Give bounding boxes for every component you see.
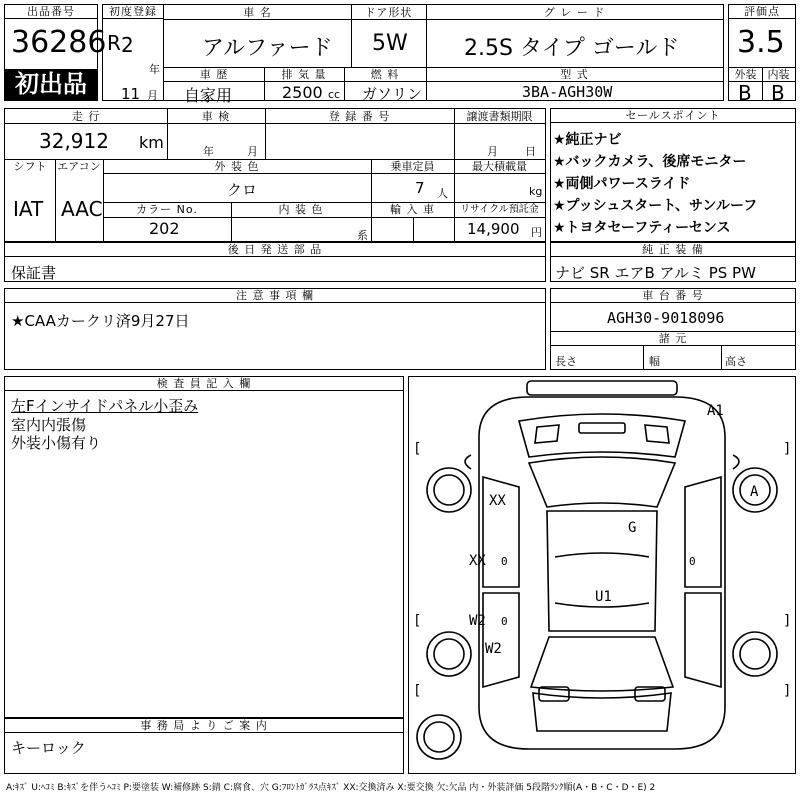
displacement-label: 排 気 量 (281, 68, 327, 81)
exterior-label: 外装 (734, 68, 757, 81)
sales-point-3: ★両側パワースライド (553, 176, 691, 192)
grade: 2.5S タイプ ゴールド (464, 36, 680, 61)
car-diagram-svg (409, 377, 795, 773)
mark-w2-2: W2 (485, 641, 502, 657)
score-box (728, 4, 796, 105)
month-unit: 月 (147, 89, 158, 102)
interior-color-label: 内 装 色 (278, 203, 324, 216)
car-name: アルファード (202, 36, 333, 61)
notes-label: 注 意 事 項 欄 (5, 289, 545, 303)
sales-point-4: ★プッシュスタート、サンルーフ (553, 198, 758, 214)
color-number-label: カラー No. (136, 203, 198, 216)
car-name-label: 車 名 (243, 6, 272, 19)
interior-label: 内装 (767, 68, 790, 81)
after-parts (4, 242, 546, 282)
ac-label: エアコン (57, 160, 101, 173)
chassis-box (550, 288, 796, 370)
sales-points-label: セールスポイント (551, 109, 795, 123)
bracket-left-3: [ (413, 683, 422, 699)
seats: 7 (415, 179, 425, 197)
mark-zero-3: 0 (501, 615, 508, 628)
lot-number: 36286 (11, 25, 107, 60)
era: R (107, 31, 121, 55)
mark-zero-2: 0 (689, 555, 696, 568)
ac: AAC (61, 197, 103, 221)
shift-label: シフト (13, 160, 47, 173)
lot-box (4, 4, 107, 101)
mark-xx-2: XX (469, 553, 486, 569)
year-unit: 年 (149, 63, 160, 76)
inspector-label: 検 査 員 記 入 欄 (5, 377, 403, 391)
first-listing-badge: 初出品 (5, 69, 97, 100)
legend-text: A:ｷｽﾞ U:ﾍｺﾐ B:ｷｽﾞを伴うﾍｺﾐ P:要塗装 W:補修跡 S:錆 C:腐食、穴 G:ﾌﾛﾝﾄｶﾞﾗｽ点ｷｽﾞ XX:交換済み X:要交換 欠:欠品 内・外装評価 5段階ﾗﾝｸ順(A・B・C・D・E) 2 (6, 783, 656, 793)
transfer-label: 譲渡書類期限 (466, 110, 533, 123)
height-label: 高さ (725, 355, 747, 368)
model-code: 3BA-AGH30W (522, 83, 613, 101)
mark-g: G (628, 520, 637, 536)
office-label: 事 務 局 よ り ご 案 内 (5, 719, 403, 733)
office-box (4, 718, 404, 774)
load-label: 最大積載量 (472, 160, 527, 173)
inspector-note-1: 左Fインサイドパネル小歪み (11, 397, 199, 415)
mark-xx-1: XX (489, 493, 506, 509)
sales-point-1: ★純正ナビ (553, 132, 622, 148)
fuel-label: 燃 料 (370, 68, 400, 81)
history: 自家用 (184, 86, 233, 105)
import-label: 輸 入 車 (390, 203, 435, 216)
lot-label: 出品番号 (5, 5, 97, 19)
color-number: 202 (149, 219, 180, 238)
sales-points (550, 108, 796, 242)
door-type: 5W (372, 31, 408, 56)
exterior-grade: B (738, 81, 752, 105)
inspector-box (4, 376, 404, 718)
mark-u1: U1 (595, 589, 612, 605)
damage-diagram (408, 376, 796, 774)
interior-color-unit: 系 (357, 229, 368, 242)
header-main (163, 4, 724, 105)
recycle-unit: 円 (531, 226, 542, 239)
history-label: 車 歴 (199, 68, 229, 81)
recycle-label: リサイクル預託金 (460, 204, 539, 215)
sales-point-2: ★バックカメラ、後席モニター (553, 154, 747, 170)
score-label: 評価点 (729, 5, 795, 19)
bracket-right-2: ] (783, 613, 792, 629)
office-value: キーロック (11, 739, 86, 757)
displacement: 2500 (282, 83, 323, 102)
mileage: 32,912 (39, 129, 109, 153)
bracket-right-1: ] (783, 441, 792, 457)
length-label: 長さ (555, 355, 577, 368)
transfer-day-unit: 日 (525, 145, 536, 158)
mark-a1: A1 (707, 403, 724, 419)
notes (4, 288, 546, 370)
door-label: ドア形状 (364, 6, 413, 19)
reg-month: 11 (121, 85, 141, 103)
exterior-color: クロ (227, 181, 258, 199)
grade-label: グ レ ー ド (543, 6, 606, 19)
inspection-month-unit: 月 (247, 145, 258, 158)
reg-year: 2 (121, 33, 134, 57)
inspection-label: 車 検 (201, 110, 231, 123)
spec-label: 諸 元 (658, 332, 688, 345)
width-label: 幅 (649, 355, 660, 368)
chassis-label: 車 台 番 号 (551, 289, 795, 303)
seats-label: 乗車定員 (390, 160, 435, 173)
shift: IAT (13, 197, 44, 221)
recycle-fee: 14,900 (467, 220, 520, 238)
equipment-value: ナビ SR エアB アルミ PS PW (555, 264, 756, 282)
equipment-label: 純 正 装 備 (551, 243, 795, 257)
plate-label: 登 録 番 号 (328, 110, 391, 123)
score: 3.5 (737, 25, 785, 60)
fuel: ガソリン (362, 85, 423, 103)
sales-point-5: ★トヨタセーフティーセンス (553, 220, 731, 236)
bracket-right-3: ] (783, 683, 792, 699)
bracket-left-1: [ (413, 441, 422, 457)
registration-box (102, 4, 164, 101)
registration-label: 初度登録 (103, 5, 163, 19)
vehicle-details (4, 108, 546, 242)
original-equipment (550, 242, 796, 282)
mark-zero-1: 0 (501, 555, 508, 568)
after-parts-label: 後 日 発 送 部 品 (5, 243, 545, 257)
bracket-left-2: [ (413, 613, 422, 629)
mileage-unit: km (139, 133, 164, 152)
mark-w2-1: W2 (469, 613, 486, 629)
seats-unit: 人 (437, 187, 448, 200)
notes-value: ★CAAカークリ済9月27日 (11, 312, 190, 330)
chassis-number: AGH30-9018096 (607, 309, 725, 327)
after-parts-value: 保証書 (11, 264, 57, 282)
displacement-unit: cc (328, 88, 341, 101)
inspector-note-3: 外装小傷有り (11, 434, 102, 452)
interior-grade: B (771, 81, 785, 105)
load-unit: kg (529, 185, 543, 198)
mileage-label: 走 行 (71, 110, 101, 123)
inspection-year-unit: 年 (203, 145, 214, 158)
mark-a: A (750, 484, 759, 500)
model-label: 型 式 (560, 68, 589, 81)
transfer-month-unit: 月 (487, 145, 498, 158)
color-label: 外 装 色 (214, 160, 260, 173)
inspector-note-2: 室内内張傷 (11, 416, 87, 434)
